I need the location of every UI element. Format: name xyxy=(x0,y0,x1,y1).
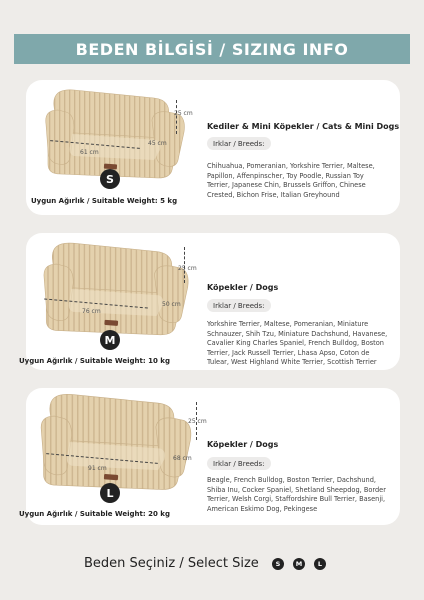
breeds-label-s: Irklar / Breeds: xyxy=(213,139,265,148)
breeds-label-l: Irklar / Breeds: xyxy=(213,459,265,468)
title-l: Köpekler / Dogs xyxy=(207,440,279,449)
weight-m: Uygun Ağırlık / Suitable Weight: 10 kg xyxy=(19,357,170,365)
select-size-l-button[interactable] xyxy=(314,558,326,570)
size-card-m xyxy=(19,233,400,370)
banner-title: BEDEN BİLGİSİ / SIZING INFO xyxy=(75,39,349,59)
dim-width-m: 76 cm xyxy=(82,308,101,315)
dim-depth-s: 45 cm xyxy=(148,140,167,147)
breeds-pill-s xyxy=(207,137,271,150)
size-card-l xyxy=(19,388,400,525)
size-badge-l xyxy=(100,483,120,503)
title-m: Köpekler / Dogs xyxy=(207,283,279,292)
sizing-info-banner xyxy=(14,34,410,64)
select-size-s-button[interactable] xyxy=(272,558,284,570)
size-letter-m: M xyxy=(104,333,116,347)
size-letter-s: S xyxy=(106,172,114,186)
breeds-list-l: Beagle, French Bulldog, Boston Terrier, Dachshund, Shiba Inu, Cocker Spaniel, Shetland Sheepdog, Border Terrier, Welsh Corgi, Staffordshire Bull Terrier, Basenji, American Eskimo Dog, Pekingese xyxy=(207,476,386,513)
select-size-m-button[interactable] xyxy=(293,558,305,570)
dim-width-l: 91 cm xyxy=(88,465,107,472)
size-letter-l: L xyxy=(106,486,114,500)
title-s: Kediler & Mini Köpekler / Cats & Mini Dogs xyxy=(207,122,400,131)
weight-l: Uygun Ağırlık / Suitable Weight: 20 kg xyxy=(19,510,170,518)
breeds-list-m: Yorkshire Terrier, Maltese, Pomeranian, Miniature Schnauzer, Shih Tzu, Miniature Dachshund, Havanese, Cavalier King Charles Spaniel, French Bulldog, Boston Terrier, Jack Russell Terrier, Lhasa Apso, Coton de Tulear, West Highland White Terrier, Scottish Terrier xyxy=(207,320,388,367)
size-card-s xyxy=(26,80,400,215)
breeds-list-s: Chihuahua, Pomeranian, Yorkshire Terrier, Maltese, Papillon, Affenpinscher, Toy Poodle, Russian Toy Terrier, Japanese Chin, Brussels Griffon, Chinese Crested, Bichon Frise, Italian Greyhound xyxy=(207,162,375,199)
dim-depth-m: 50 cm xyxy=(162,301,181,308)
dim-depth-l: 68 cm xyxy=(173,455,192,462)
bed-image-l xyxy=(38,388,196,496)
bed-image-m xyxy=(40,237,194,341)
dim-width-s: 61 cm xyxy=(80,149,99,156)
breeds-label-m: Irklar / Breeds: xyxy=(213,301,265,310)
size-badge-s xyxy=(100,169,120,189)
select-size-label: Beden Seçiniz / Select Size xyxy=(84,556,259,571)
select-size-l-text: L xyxy=(317,560,323,568)
size-badge-m xyxy=(100,330,120,350)
breeds-pill-l xyxy=(207,457,271,470)
bed-image-s xyxy=(44,84,188,184)
dim-height-m: 25 cm xyxy=(178,265,197,272)
weight-s: Uygun Ağırlık / Suitable Weight: 5 kg xyxy=(31,197,178,205)
select-size-m-text: M xyxy=(295,560,303,568)
dim-height-l: 25 cm xyxy=(188,418,207,425)
select-size-s-text: S xyxy=(275,560,281,568)
dim-height-s: 25 cm xyxy=(174,110,193,117)
breeds-pill-m xyxy=(207,299,271,312)
